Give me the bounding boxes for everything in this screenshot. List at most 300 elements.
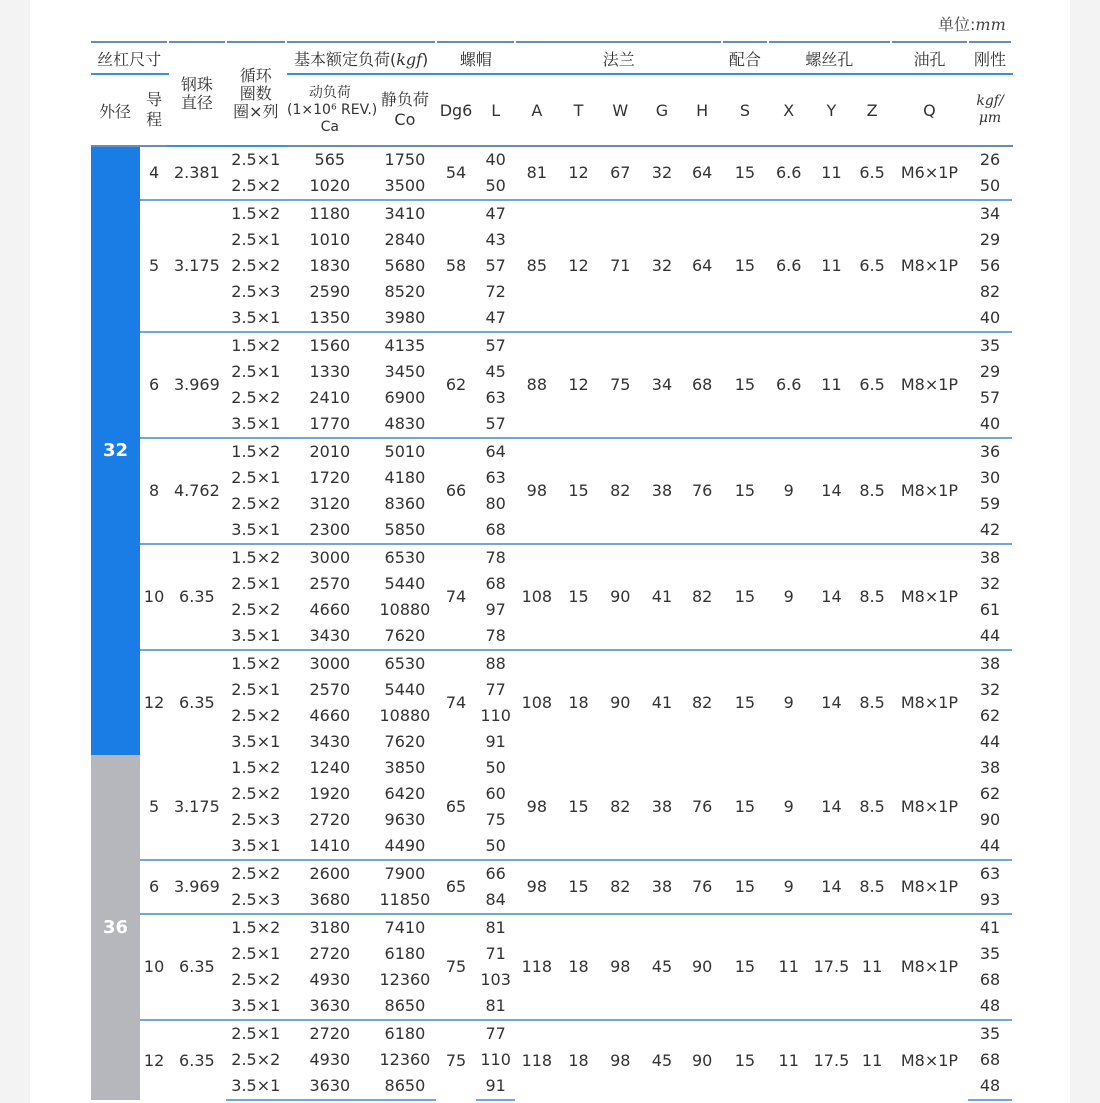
ball-diameter-cell: 6.35 xyxy=(168,650,225,755)
header-y: Y xyxy=(810,74,854,146)
l-cell: 84 xyxy=(485,890,506,909)
dg6-cell: 65 xyxy=(436,860,476,914)
header-dynamic-load: 动负荷 (1×10⁶ REV.) Ca xyxy=(286,74,374,146)
s-cell: 15 xyxy=(722,1020,768,1100)
static-load-cell: 11850 xyxy=(379,890,431,909)
header-nut: 螺帽 xyxy=(436,42,515,74)
t-cell: 15 xyxy=(558,438,599,544)
x-cell: 9 xyxy=(768,860,810,914)
dg6-cell: 54 xyxy=(445,163,467,182)
ball-diameter-cell: 4.762 xyxy=(168,438,225,544)
w-cell: 98 xyxy=(599,1020,642,1100)
x-cell: 6.6 xyxy=(768,332,810,438)
rigidity-cell: 62 xyxy=(979,706,1001,725)
y-cell: 17.5 xyxy=(810,914,854,1020)
circuits-cell: 3.5×1 xyxy=(231,308,281,327)
l-cell: 50 xyxy=(485,758,506,777)
dynamic-load-cell: 4660 xyxy=(309,600,351,619)
h-cell: 64 xyxy=(691,163,713,182)
circuits-cell: 2.5×2 xyxy=(231,1050,281,1069)
dynamic-load-cell: 2720 xyxy=(309,944,351,963)
header-dg6: Dg6 xyxy=(436,74,476,146)
static-load-cell: 6180 xyxy=(374,1020,437,1047)
t-cell: 15 xyxy=(558,544,599,650)
rigidity-cell: 32 xyxy=(979,680,1001,699)
circuits-cell: 2.5×1 xyxy=(231,230,281,249)
rigidity-cell: 35 xyxy=(968,332,1012,359)
static-load-cell: 7900 xyxy=(374,860,437,887)
lead-cell: 4 xyxy=(149,163,160,182)
dynamic-load-cell: 3630 xyxy=(309,996,351,1015)
static-load-cell: 1750 xyxy=(384,150,426,169)
z-cell: 6.5 xyxy=(859,163,885,182)
dynamic-load-cell: 1020 xyxy=(309,176,351,195)
l-cell: 50 xyxy=(485,176,506,195)
circuits-cell: 2.5×2 xyxy=(231,600,281,619)
header-fit: 配合 xyxy=(722,42,768,74)
static-load-cell: 12360 xyxy=(379,1050,431,1069)
w-cell: 67 xyxy=(610,163,631,182)
z-cell: 8.5 xyxy=(853,544,891,650)
rigidity-cell: 26 xyxy=(979,150,1001,169)
circuits-cell: 2.5×3 xyxy=(231,810,281,829)
circuits-cell: 3.5×1 xyxy=(231,414,281,433)
circuits-cell: 2.5×2 xyxy=(231,706,281,725)
dynamic-load-cell: 2300 xyxy=(309,520,351,539)
static-load-cell: 4135 xyxy=(374,332,437,359)
a-cell: 98 xyxy=(515,860,558,914)
static-load-cell: 7410 xyxy=(374,914,437,941)
dynamic-load-cell: 1410 xyxy=(309,836,351,855)
header-z: Z xyxy=(853,74,891,146)
dynamic-load-cell: 1920 xyxy=(309,784,351,803)
a-cell: 88 xyxy=(515,332,558,438)
dg6-cell: 75 xyxy=(436,914,476,1020)
l-cell: 63 xyxy=(485,388,506,407)
dynamic-load-cell: 3180 xyxy=(286,914,374,941)
ball-diameter-cell: 3.969 xyxy=(168,860,225,914)
q-cell: M6×1P xyxy=(900,163,959,182)
circuits-cell: 3.5×1 xyxy=(231,836,281,855)
lead-cell: 10 xyxy=(140,914,168,1020)
rigidity-cell: 44 xyxy=(979,732,1001,751)
rigidity-cell: 59 xyxy=(979,494,1001,513)
z-cell: 6.5 xyxy=(853,200,891,332)
dynamic-load-cell: 4660 xyxy=(309,706,351,725)
s-cell: 15 xyxy=(722,914,768,1020)
circuits-cell: 2.5×1 xyxy=(231,680,281,699)
l-cell: 91 xyxy=(476,1073,516,1100)
q-cell: M8×1P xyxy=(891,914,968,1020)
header-rigidity: 刚性 xyxy=(968,42,1012,74)
header-rigidity-unit: kgf/ μm xyxy=(968,74,1012,146)
static-load-cell: 8650 xyxy=(384,996,426,1015)
unit-note xyxy=(938,12,1006,35)
t-cell: 12 xyxy=(568,163,589,182)
l-cell: 77 xyxy=(476,1020,516,1047)
t-cell: 15 xyxy=(558,860,599,914)
unit-value: mm xyxy=(975,15,1006,34)
ball-screw-spec-table xyxy=(91,41,1013,1101)
static-load-cell: 12360 xyxy=(379,970,431,989)
h-cell: 76 xyxy=(682,438,722,544)
table-row xyxy=(91,200,1012,227)
x-cell: 6.6 xyxy=(768,200,810,332)
g-cell: 38 xyxy=(642,860,683,914)
dg6-cell: 65 xyxy=(445,797,467,816)
g-cell: 41 xyxy=(642,650,683,755)
x-cell: 11 xyxy=(768,1020,810,1100)
rigidity-cell: 68 xyxy=(979,970,1001,989)
t-cell: 15 xyxy=(568,797,589,816)
a-cell: 98 xyxy=(515,438,558,544)
static-load-cell: 6900 xyxy=(384,388,426,407)
w-cell: 82 xyxy=(599,438,642,544)
rigidity-cell: 48 xyxy=(979,996,1001,1015)
l-cell: 68 xyxy=(485,520,506,539)
circuits-cell: 1.5×2 xyxy=(226,438,286,465)
circuits-cell: 2.5×2 xyxy=(231,970,281,989)
l-cell: 91 xyxy=(485,732,506,751)
header-x: X xyxy=(768,74,810,146)
header-g: G xyxy=(642,74,683,146)
table-row xyxy=(91,755,1012,781)
rigidity-cell: 38 xyxy=(968,650,1012,677)
t-cell: 18 xyxy=(558,914,599,1020)
g-cell: 32 xyxy=(642,200,683,332)
static-load-cell: 3450 xyxy=(384,362,426,381)
x-cell: 9 xyxy=(768,544,810,650)
header-screw-hole: 螺丝孔 xyxy=(768,42,891,74)
y-cell: 11 xyxy=(810,332,854,438)
header-screw-size: 丝杠尺寸 xyxy=(91,42,168,74)
l-cell: 81 xyxy=(476,914,516,941)
static-load-cell: 7620 xyxy=(384,626,426,645)
z-cell: 6.5 xyxy=(853,332,891,438)
static-load-cell: 3980 xyxy=(384,308,426,327)
x-cell: 9 xyxy=(768,650,810,755)
lead-cell: 12 xyxy=(140,650,168,755)
header-ball-diameter: 钢珠 直径 xyxy=(168,42,225,146)
ball-diameter-cell: 2.381 xyxy=(173,163,220,182)
table-row xyxy=(91,146,1012,173)
static-load-cell: 8650 xyxy=(374,1073,437,1100)
a-cell: 85 xyxy=(515,200,558,332)
ball-diameter-cell: 6.35 xyxy=(168,1020,225,1100)
a-cell: 118 xyxy=(515,1020,558,1100)
ball-diameter-cell: 3.175 xyxy=(173,797,220,816)
y-cell: 17.5 xyxy=(810,1020,854,1100)
circuits-cell: 1.5×2 xyxy=(226,200,286,227)
header-q: Q xyxy=(891,74,968,146)
lead-cell: 10 xyxy=(140,544,168,650)
dynamic-load-cell: 2410 xyxy=(309,388,351,407)
header-l: L xyxy=(476,74,516,146)
l-cell: 88 xyxy=(476,650,516,677)
header-static-load: 静负荷 Co xyxy=(374,74,437,146)
header-flange: 法兰 xyxy=(515,42,722,74)
g-cell: 38 xyxy=(642,438,683,544)
static-load-cell: 5010 xyxy=(374,438,437,465)
static-load-cell: 8360 xyxy=(384,494,426,513)
l-cell: 40 xyxy=(485,150,506,169)
dg6-cell: 58 xyxy=(436,200,476,332)
static-load-cell: 4180 xyxy=(384,468,426,487)
a-cell: 118 xyxy=(515,914,558,1020)
static-load-cell: 10880 xyxy=(379,600,431,619)
header-w: W xyxy=(599,74,642,146)
static-load-cell: 5440 xyxy=(384,574,426,593)
rigidity-cell: 41 xyxy=(968,914,1012,941)
l-cell: 77 xyxy=(485,680,506,699)
rigidity-cell: 35 xyxy=(979,944,1001,963)
header-a: A xyxy=(515,74,558,146)
q-cell: M8×1P xyxy=(900,797,959,816)
rigidity-cell: 68 xyxy=(979,1050,1001,1069)
g-cell: 41 xyxy=(642,544,683,650)
static-load-cell: 9630 xyxy=(384,810,426,829)
header-circuits: 循环 圈数 圈×列 xyxy=(226,42,286,146)
dynamic-load-cell: 1350 xyxy=(309,308,351,327)
h-cell: 64 xyxy=(682,200,722,332)
static-load-cell: 5850 xyxy=(384,520,426,539)
rigidity-cell: 38 xyxy=(968,544,1012,571)
z-cell: 8.5 xyxy=(859,797,885,816)
circuits-cell: 1.5×2 xyxy=(226,650,286,677)
rigidity-cell: 93 xyxy=(979,890,1001,909)
l-cell: 57 xyxy=(485,256,506,275)
dynamic-load-cell: 3630 xyxy=(286,1073,374,1100)
static-load-cell: 6420 xyxy=(384,784,426,803)
circuits-cell: 3.5×1 xyxy=(231,520,281,539)
circuits-cell: 1.5×2 xyxy=(231,758,281,777)
a-cell: 108 xyxy=(515,650,558,755)
static-load-cell: 3500 xyxy=(384,176,426,195)
dg6-cell: 74 xyxy=(436,544,476,650)
l-cell: 60 xyxy=(485,784,506,803)
a-cell: 98 xyxy=(526,797,548,816)
dynamic-load-cell: 3000 xyxy=(286,650,374,677)
circuits-cell: 3.5×1 xyxy=(226,1073,286,1100)
h-cell: 68 xyxy=(682,332,722,438)
w-cell: 90 xyxy=(599,544,642,650)
w-cell: 98 xyxy=(599,914,642,1020)
s-cell: 15 xyxy=(722,860,768,914)
circuits-cell: 3.5×1 xyxy=(231,732,281,751)
w-cell: 75 xyxy=(599,332,642,438)
dynamic-load-cell: 2600 xyxy=(286,860,374,887)
g-cell: 34 xyxy=(642,332,683,438)
dynamic-load-cell: 4930 xyxy=(309,1050,351,1069)
circuits-cell: 2.5×2 xyxy=(231,494,281,513)
table-row xyxy=(91,1020,1012,1047)
dynamic-load-cell: 1830 xyxy=(309,256,351,275)
h-cell: 90 xyxy=(682,1020,722,1100)
table-row xyxy=(91,332,1012,359)
l-cell: 110 xyxy=(480,706,511,725)
s-cell: 15 xyxy=(722,544,768,650)
static-load-cell: 4830 xyxy=(384,414,426,433)
rigidity-cell: 40 xyxy=(979,414,1001,433)
z-cell: 8.5 xyxy=(853,650,891,755)
table-row xyxy=(91,544,1012,571)
z-cell: 11 xyxy=(853,914,891,1020)
rigidity-cell: 38 xyxy=(979,758,1001,777)
circuits-cell: 2.5×1 xyxy=(231,362,281,381)
circuits-cell: 2.5×2 xyxy=(231,256,281,275)
dynamic-load-cell: 2570 xyxy=(309,574,351,593)
header-load-rating: 基本额定负荷(kgf) xyxy=(286,42,436,74)
l-cell: 78 xyxy=(476,544,516,571)
y-cell: 14 xyxy=(810,438,854,544)
ball-diameter-cell: 6.35 xyxy=(168,914,225,1020)
g-cell: 45 xyxy=(642,1020,683,1100)
l-cell: 57 xyxy=(485,414,506,433)
static-load-cell: 10880 xyxy=(379,706,431,725)
circuits-cell: 1.5×2 xyxy=(226,544,286,571)
circuits-cell: 2.5×2 xyxy=(231,176,281,195)
rigidity-cell: 56 xyxy=(979,256,1001,275)
header-t: T xyxy=(558,74,599,146)
l-cell: 103 xyxy=(480,970,511,989)
l-cell: 45 xyxy=(485,362,506,381)
l-cell: 47 xyxy=(485,308,506,327)
dynamic-load-cell: 3430 xyxy=(309,626,351,645)
lead-cell: 12 xyxy=(140,1020,168,1100)
z-cell: 8.5 xyxy=(853,438,891,544)
circuits-cell: 1.5×2 xyxy=(226,914,286,941)
h-cell: 82 xyxy=(682,544,722,650)
lead-cell: 6 xyxy=(140,860,168,914)
w-cell: 82 xyxy=(599,860,642,914)
l-cell: 50 xyxy=(485,836,506,855)
l-cell: 110 xyxy=(480,1050,511,1069)
rigidity-cell: 35 xyxy=(968,1020,1012,1047)
circuits-cell: 2.5×1 xyxy=(231,944,281,963)
static-load-cell: 6530 xyxy=(374,544,437,571)
l-cell: 68 xyxy=(485,574,506,593)
dynamic-load-cell: 2570 xyxy=(309,680,351,699)
l-cell: 71 xyxy=(485,944,506,963)
static-load-cell: 3410 xyxy=(374,200,437,227)
lead-cell: 5 xyxy=(140,200,168,332)
dynamic-load-cell: 3680 xyxy=(309,890,351,909)
header-oil-hole: 油孔 xyxy=(891,42,968,74)
rigidity-cell: 29 xyxy=(979,362,1001,381)
table-row xyxy=(91,438,1012,465)
table-body xyxy=(91,146,1012,1100)
header-outer-diameter: 外径 xyxy=(91,74,140,146)
circuits-cell: 2.5×1 xyxy=(231,150,281,169)
q-cell: M8×1P xyxy=(891,650,968,755)
circuits-cell: 2.5×1 xyxy=(231,468,281,487)
circuits-cell: 2.5×1 xyxy=(231,574,281,593)
circuits-cell: 3.5×1 xyxy=(231,996,281,1015)
ball-diameter-cell: 3.969 xyxy=(168,332,225,438)
dynamic-load-cell: 1720 xyxy=(309,468,351,487)
dynamic-load-cell: 1180 xyxy=(286,200,374,227)
dynamic-load-cell: 2010 xyxy=(286,438,374,465)
dg6-cell: 62 xyxy=(436,332,476,438)
l-cell: 47 xyxy=(476,200,516,227)
z-cell: 11 xyxy=(853,1020,891,1100)
t-cell: 18 xyxy=(558,650,599,755)
x-cell: 6.6 xyxy=(775,163,802,182)
outer-diameter-cell: 32 xyxy=(91,146,140,755)
g-cell: 38 xyxy=(651,797,673,816)
circuits-cell: 3.5×1 xyxy=(231,626,281,645)
a-cell: 108 xyxy=(515,544,558,650)
s-cell: 15 xyxy=(722,200,768,332)
rigidity-cell: 57 xyxy=(979,388,1001,407)
x-cell: 9 xyxy=(768,438,810,544)
l-cell: 81 xyxy=(485,996,506,1015)
t-cell: 12 xyxy=(558,332,599,438)
rigidity-cell: 40 xyxy=(979,308,1001,327)
lead-cell: 8 xyxy=(140,438,168,544)
l-cell: 57 xyxy=(476,332,516,359)
dynamic-load-cell: 3120 xyxy=(309,494,351,513)
h-cell: 90 xyxy=(682,914,722,1020)
dynamic-load-cell: 565 xyxy=(314,150,346,169)
y-cell: 14 xyxy=(810,650,854,755)
rigidity-cell: 61 xyxy=(979,600,1001,619)
dynamic-load-cell: 4930 xyxy=(309,970,351,989)
static-load-cell: 5680 xyxy=(384,256,426,275)
a-cell: 81 xyxy=(526,163,548,182)
lead-cell: 6 xyxy=(140,332,168,438)
t-cell: 18 xyxy=(558,1020,599,1100)
table-row xyxy=(91,914,1012,941)
dg6-cell: 74 xyxy=(436,650,476,755)
l-cell: 97 xyxy=(485,600,506,619)
dynamic-load-cell: 2590 xyxy=(309,282,351,301)
rigidity-cell: 90 xyxy=(979,810,1001,829)
dynamic-load-cell: 3000 xyxy=(286,544,374,571)
static-load-cell: 2840 xyxy=(384,230,426,249)
l-cell: 64 xyxy=(476,438,516,465)
circuits-cell: 2.5×2 xyxy=(226,860,286,887)
w-cell: 71 xyxy=(599,200,642,332)
rigidity-cell: 29 xyxy=(979,230,1001,249)
circuits-cell: 2.5×2 xyxy=(231,784,281,803)
w-cell: 82 xyxy=(610,797,631,816)
dynamic-load-cell: 1240 xyxy=(309,758,351,777)
rigidity-cell: 36 xyxy=(968,438,1012,465)
l-cell: 75 xyxy=(485,810,506,829)
rigidity-cell: 44 xyxy=(979,626,1001,645)
l-cell: 72 xyxy=(485,282,506,301)
dynamic-load-cell: 1770 xyxy=(309,414,351,433)
z-cell: 8.5 xyxy=(853,860,891,914)
l-cell: 80 xyxy=(485,494,506,513)
document-page xyxy=(30,0,1070,1103)
x-cell: 11 xyxy=(768,914,810,1020)
rigidity-cell: 30 xyxy=(979,468,1001,487)
rigidity-cell: 34 xyxy=(968,200,1012,227)
outer-diameter-cell: 36 xyxy=(91,755,140,1100)
q-cell: M8×1P xyxy=(891,860,968,914)
l-cell: 66 xyxy=(476,860,516,887)
t-cell: 12 xyxy=(558,200,599,332)
x-cell: 9 xyxy=(783,797,794,816)
y-cell: 14 xyxy=(821,797,842,816)
l-cell: 78 xyxy=(485,626,506,645)
static-load-cell: 7620 xyxy=(384,732,426,751)
s-cell: 15 xyxy=(722,438,768,544)
s-cell: 15 xyxy=(722,332,768,438)
static-load-cell: 8520 xyxy=(384,282,426,301)
